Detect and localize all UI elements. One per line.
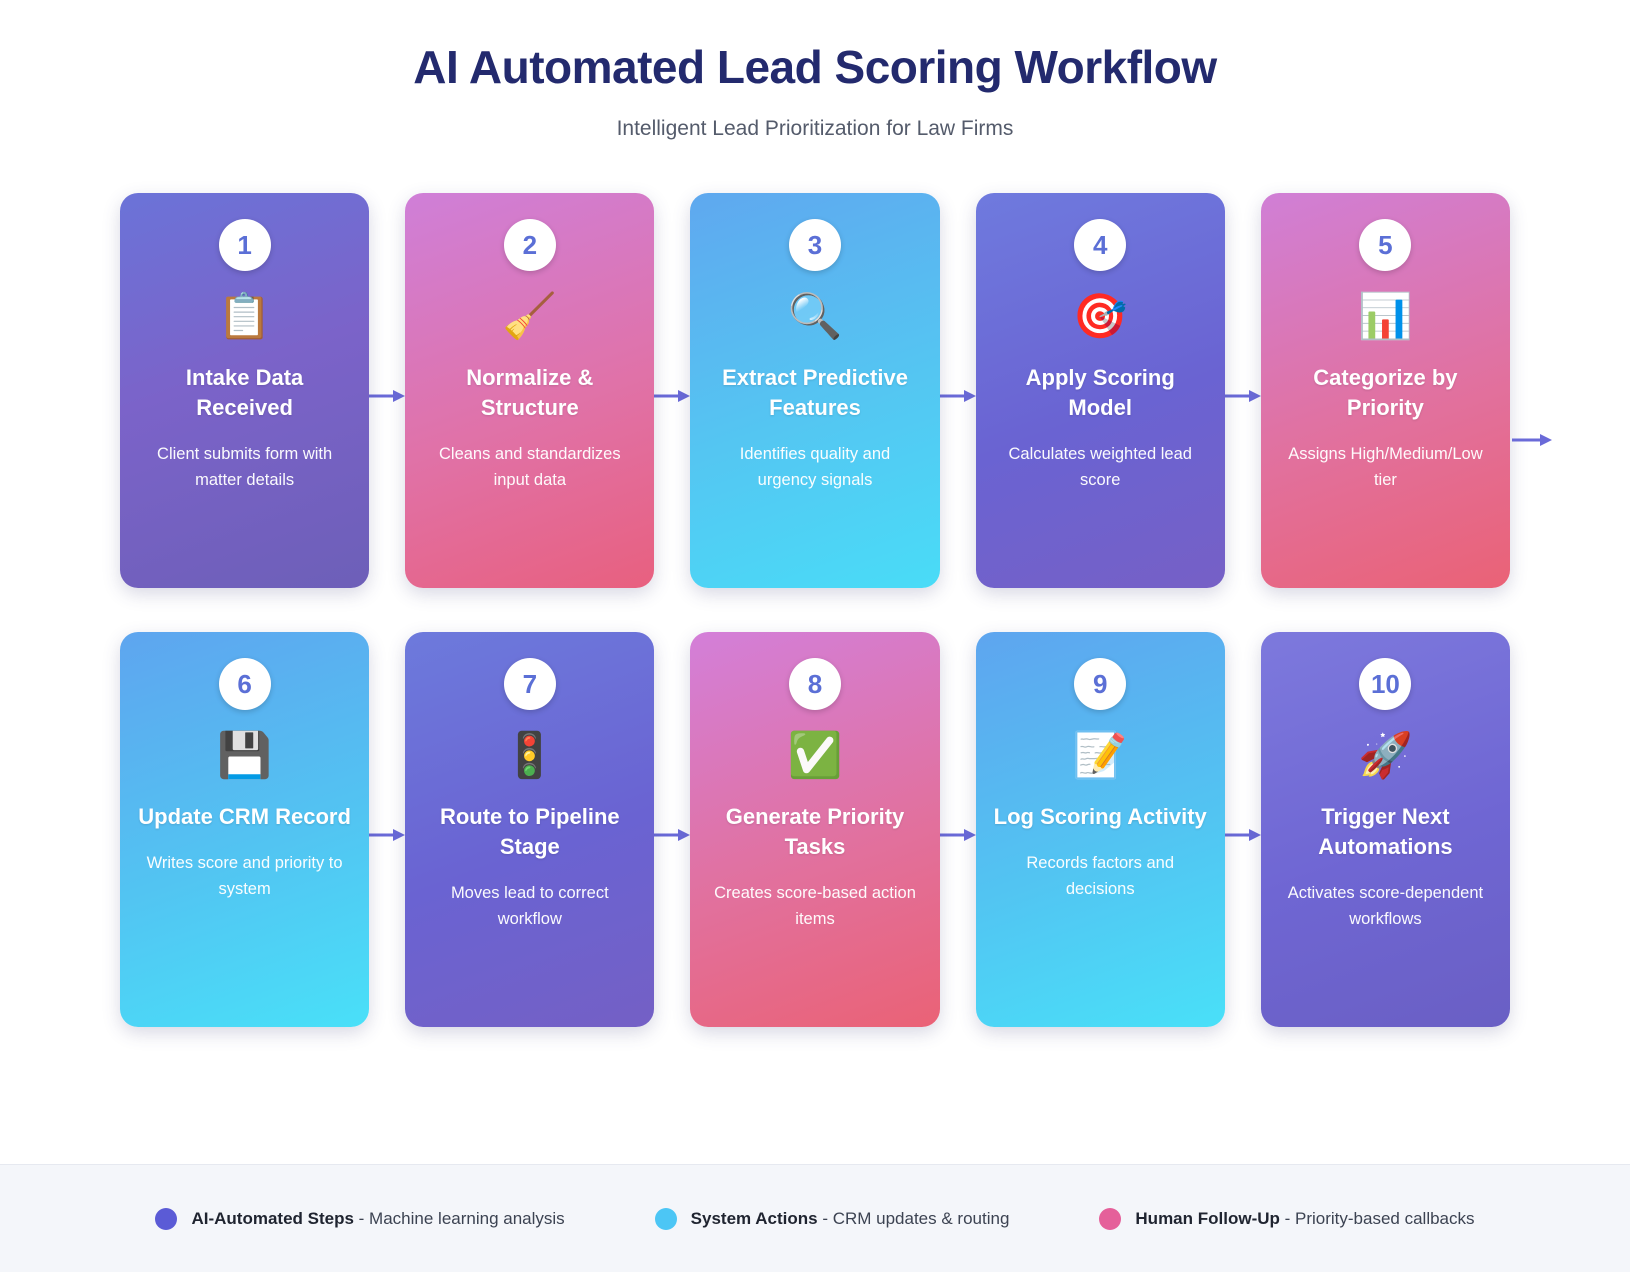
step-number-badge: 7	[504, 658, 556, 710]
legend-color-dot	[1099, 1208, 1121, 1230]
traffic-light-icon: 🚦	[502, 731, 558, 781]
step-card[interactable]	[976, 193, 1225, 588]
check-mark-icon: ✅	[787, 731, 843, 781]
step-title: Route to Pipeline Stage	[439, 804, 620, 859]
step-card[interactable]	[120, 193, 369, 588]
step-title: Log Scoring Activity	[993, 804, 1207, 830]
legend-item	[1099, 1208, 1474, 1230]
rocket-icon: 🚀	[1358, 731, 1413, 781]
step-description: Activates score-dependent workflows	[1287, 883, 1484, 928]
step-card[interactable]	[1261, 632, 1510, 1027]
legend-color-dot	[155, 1208, 177, 1230]
flow-arrow-3	[940, 386, 976, 406]
step-card[interactable]	[405, 632, 654, 1027]
step-number-badge: 6	[219, 658, 271, 710]
step-number-badge: 2	[504, 219, 556, 271]
step-card[interactable]	[690, 632, 939, 1027]
flow-arrow-8	[940, 825, 976, 845]
legend-detail: - Priority-based callbacks	[1279, 1208, 1475, 1228]
flow-arrow-1	[369, 386, 405, 406]
step-title: Categorize by Priority	[1313, 365, 1458, 420]
step-title: Extract Predictive Features	[722, 365, 908, 420]
page-title: AI Automated Lead Scoring Workflow	[413, 41, 1217, 93]
step-number-badge: 1	[219, 219, 271, 271]
broom-icon: 🧹	[502, 292, 558, 342]
bar-chart-icon: 📊	[1358, 292, 1413, 342]
legend-detail: - Machine learning analysis	[353, 1208, 565, 1228]
step-description: Cleans and standardizes input data	[438, 444, 621, 489]
step-number-badge: 5	[1359, 219, 1411, 271]
step-description: Calculates weighted lead score	[1008, 444, 1192, 489]
step-description: Client submits form with matter details	[157, 444, 333, 489]
flow-arrow-6	[369, 825, 405, 845]
flow-arrow-9	[1225, 825, 1261, 845]
flow-arrow-2	[654, 386, 690, 406]
floppy-disk-icon: 💾	[217, 731, 272, 781]
step-card[interactable]	[405, 193, 654, 588]
step-description: Moves lead to correct workflow	[450, 883, 609, 928]
step-description: Records factors and decisions	[1026, 853, 1175, 899]
step-description: Writes score and priority to system	[146, 853, 343, 899]
step-number-badge: 4	[1074, 219, 1126, 271]
target-icon: 🎯	[1072, 292, 1128, 342]
magnifier-icon: 🔍	[787, 292, 843, 342]
step-title: Generate Priority Tasks	[725, 804, 905, 859]
flow-arrow-7	[654, 825, 690, 845]
memo-icon: 📝	[1072, 731, 1128, 781]
step-card[interactable]	[976, 632, 1225, 1027]
legend-label: System Actions	[690, 1208, 818, 1228]
step-card[interactable]	[690, 193, 939, 588]
legend-detail: - CRM updates & routing	[817, 1208, 1010, 1228]
step-description: Identifies quality and urgency signals	[739, 444, 891, 489]
clipboard-icon: 📋	[217, 292, 272, 342]
step-title: Normalize & Structure	[466, 365, 594, 420]
step-card[interactable]	[1261, 193, 1510, 588]
step-number-badge: 3	[789, 219, 841, 271]
legend	[0, 1164, 1630, 1272]
flow-arrow-4	[1225, 386, 1261, 406]
step-description: Assigns High/Medium/Low tier	[1288, 444, 1483, 489]
step-number-badge: 10	[1359, 658, 1411, 710]
step-card[interactable]	[120, 632, 369, 1027]
step-title: Trigger Next Automations	[1318, 804, 1453, 859]
step-title: Update CRM Record	[138, 804, 351, 830]
page-subtitle: Intelligent Lead Prioritization for Law Firms	[616, 117, 1014, 141]
legend-label: Human Follow-Up	[1135, 1208, 1280, 1228]
step-title: Intake Data Received	[185, 365, 304, 420]
step-title: Apply Scoring Model	[1025, 365, 1175, 420]
step-number-badge: 9	[1074, 658, 1126, 710]
legend-label: AI-Automated Steps	[191, 1208, 354, 1228]
steps-board	[0, 141, 1630, 1126]
steps-row-2	[120, 632, 1510, 1027]
step-number-badge: 8	[789, 658, 841, 710]
header	[0, 0, 1630, 141]
legend-color-dot	[655, 1208, 677, 1230]
step-description: Creates score-based action items	[714, 883, 916, 928]
flow-arrow-row1-end	[1512, 430, 1552, 450]
legend-item	[655, 1208, 1010, 1230]
steps-row-1	[120, 193, 1510, 588]
legend-item	[155, 1208, 564, 1230]
